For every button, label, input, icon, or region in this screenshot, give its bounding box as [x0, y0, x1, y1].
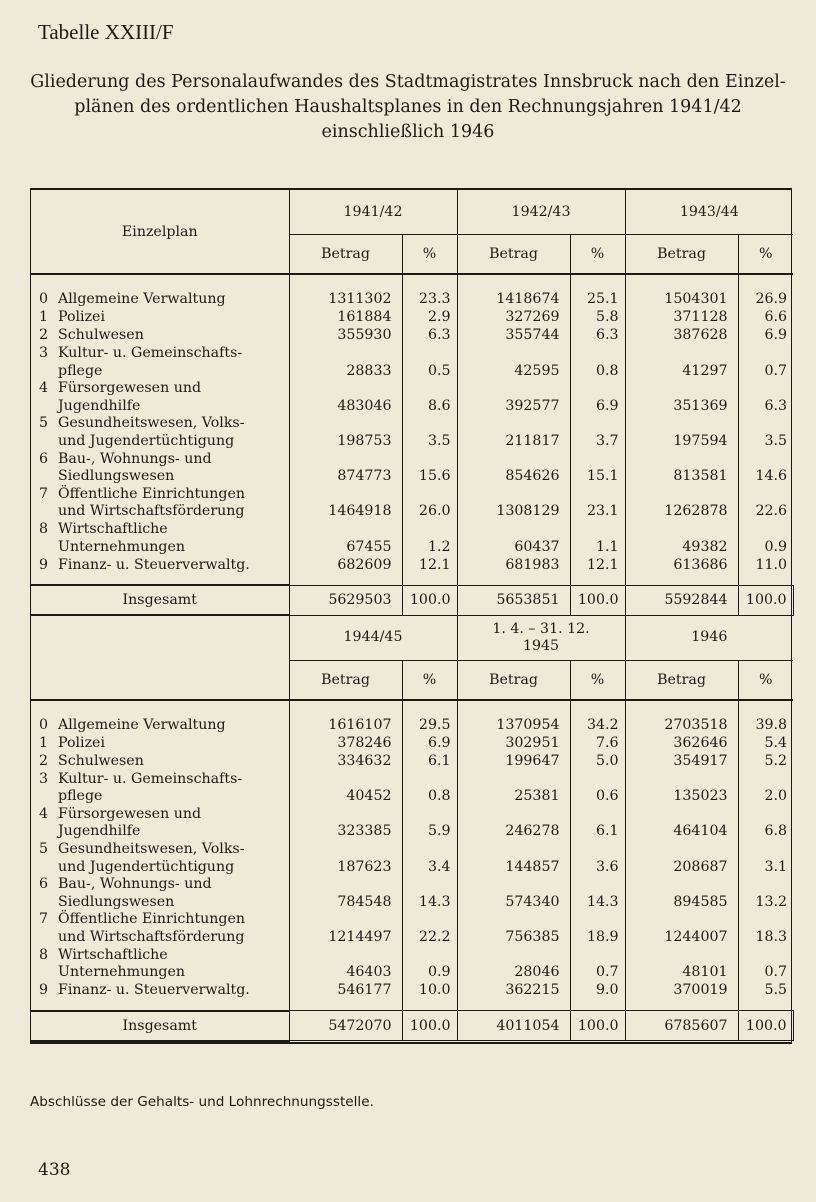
percent-cell: 22.2	[402, 911, 457, 946]
spacer-cell	[625, 274, 738, 291]
spacer-row	[31, 1000, 793, 1011]
row-label-entry	[39, 380, 289, 415]
row-label-entry	[39, 806, 289, 841]
period-header-row	[31, 190, 793, 235]
spacer-cell	[738, 1000, 793, 1011]
plan-name: Öffentliche Einrichtungen und Wirtschaftsförderung	[58, 485, 246, 520]
amount-cell: 813581	[625, 451, 738, 486]
amount-cell: 199647	[457, 753, 570, 771]
row-label	[31, 451, 289, 486]
percent-cell: 0.7	[738, 345, 793, 380]
amount-cell: 370019	[625, 982, 738, 1000]
row-label	[31, 486, 289, 521]
row-label-entry	[39, 415, 289, 450]
plan-name: Kultur- u. Gemeinschafts- pflege	[58, 770, 243, 805]
percent-cell: 3.7	[570, 415, 625, 450]
amount-cell: 362215	[457, 982, 570, 1000]
betrag-header: Betrag	[289, 235, 402, 275]
betrag-header: Betrag	[457, 660, 570, 700]
plan-number: 9	[39, 556, 49, 573]
plan-number: 8	[39, 946, 49, 963]
table-row	[31, 291, 793, 309]
spacer-cell	[457, 700, 570, 717]
table-row	[31, 911, 793, 946]
row-label-entry	[39, 345, 289, 380]
amount-cell: 67455	[289, 521, 402, 556]
row-label-entry	[39, 982, 289, 1000]
amount-cell: 2703518	[625, 717, 738, 735]
percent-cell: 25.1	[570, 291, 625, 309]
spacer-cell	[31, 1000, 289, 1011]
period-header: 1941/42	[289, 190, 457, 235]
percent-cell: 2.9	[402, 309, 457, 327]
plan-name: Fürsorgewesen und Jugendhilfe	[58, 805, 202, 840]
spacer-cell	[570, 700, 625, 717]
amount-cell: 28046	[457, 947, 570, 982]
total-amount: 4011054	[457, 1011, 570, 1041]
table-row	[31, 841, 793, 876]
table-label: Tabelle XXIII/F	[38, 20, 174, 44]
total-percent: 100.0	[402, 585, 457, 615]
percent-cell: 5.8	[570, 309, 625, 327]
row-label	[31, 876, 289, 911]
percent-cell: 23.3	[402, 291, 457, 309]
total-percent: 100.0	[738, 1011, 793, 1041]
table-row	[31, 717, 793, 735]
percent-cell: 3.1	[738, 841, 793, 876]
plan-number: 4	[39, 805, 49, 822]
percent-cell: 26.9	[738, 291, 793, 309]
percent-header: %	[402, 660, 457, 700]
amount-cell: 378246	[289, 735, 402, 753]
row-label	[31, 556, 289, 574]
row-label-entry	[39, 841, 289, 876]
plan-number: 1	[39, 735, 49, 752]
percent-cell: 1.2	[402, 521, 457, 556]
percent-cell: 3.5	[402, 415, 457, 450]
page-number: 438	[38, 1160, 71, 1180]
amount-cell: 1418674	[457, 291, 570, 309]
betrag-header: Betrag	[457, 235, 570, 275]
total-percent: 100.0	[738, 585, 793, 615]
spacer-cell	[289, 574, 402, 585]
period-header: 1943/44	[625, 190, 793, 235]
amount-cell: 1262878	[625, 486, 738, 521]
plan-name: Allgemeine Verwaltung	[58, 717, 226, 734]
einzelplan-header: Einzelplan	[31, 190, 289, 274]
table-row	[31, 771, 793, 806]
row-label	[31, 309, 289, 327]
row-label-entry	[39, 521, 289, 556]
period-header: 1942/43	[457, 190, 625, 235]
spacer-cell	[402, 1000, 457, 1011]
spacer-cell	[738, 574, 793, 585]
percent-cell: 10.0	[402, 982, 457, 1000]
period-header: 1944/45	[289, 615, 457, 660]
spacer-cell	[625, 574, 738, 585]
spacer-cell	[289, 1000, 402, 1011]
plan-number: 8	[39, 520, 49, 537]
percent-cell: 0.8	[570, 345, 625, 380]
plan-name: Allgemeine Verwaltung	[58, 291, 226, 308]
percent-cell: 6.9	[402, 735, 457, 753]
amount-cell: 1616107	[289, 717, 402, 735]
spacer-cell	[570, 1000, 625, 1011]
amount-cell: 49382	[625, 521, 738, 556]
spacer-row	[31, 274, 793, 291]
plan-number: 9	[39, 982, 49, 999]
table-row	[31, 876, 793, 911]
spacer-cell	[625, 700, 738, 717]
amount-cell: 613686	[625, 556, 738, 574]
total-amount: 5629503	[289, 585, 402, 615]
row-label	[31, 345, 289, 380]
percent-cell: 34.2	[570, 717, 625, 735]
percent-cell: 5.5	[738, 982, 793, 1000]
percent-cell: 6.1	[402, 753, 457, 771]
percent-cell: 5.9	[402, 806, 457, 841]
plan-number: 2	[39, 327, 49, 344]
total-percent: 100.0	[570, 585, 625, 615]
plan-name: Bau-, Wohnungs- und Siedlungswesen	[58, 450, 212, 485]
row-label	[31, 806, 289, 841]
plan-name: Finanz- u. Steuerverwaltg.	[58, 982, 250, 999]
total-row	[31, 1011, 793, 1041]
percent-cell: 0.9	[402, 947, 457, 982]
percent-cell: 15.6	[402, 451, 457, 486]
percent-cell: 6.3	[738, 380, 793, 415]
table-row	[31, 806, 793, 841]
amount-cell: 246278	[457, 806, 570, 841]
row-label-entry	[39, 735, 289, 753]
amount-cell: 387628	[625, 327, 738, 345]
plan-number: 7	[39, 911, 49, 928]
percent-cell: 6.8	[738, 806, 793, 841]
spacer-cell	[289, 274, 402, 291]
plan-number: 5	[39, 415, 49, 432]
row-label-entry	[39, 771, 289, 806]
plan-number: 3	[39, 770, 49, 787]
amount-cell: 28833	[289, 345, 402, 380]
total-amount: 6785607	[625, 1011, 738, 1041]
plan-name: Bau-, Wohnungs- und Siedlungswesen	[58, 876, 212, 910]
plan-name: Schulwesen	[58, 753, 144, 770]
spacer-cell	[570, 274, 625, 291]
plan-number: 2	[39, 753, 49, 770]
einzelplan-header	[31, 615, 289, 700]
spacer-cell	[570, 574, 625, 585]
percent-cell: 5.0	[570, 753, 625, 771]
total-label: Insgesamt	[31, 585, 289, 615]
table-row	[31, 947, 793, 982]
amount-cell: 1311302	[289, 291, 402, 309]
percent-header: %	[738, 660, 793, 700]
row-label-entry	[39, 291, 289, 309]
total-amount: 5592844	[625, 585, 738, 615]
spacer-cell	[31, 700, 289, 717]
percent-cell: 2.0	[738, 771, 793, 806]
plan-name: Polizei	[58, 735, 105, 752]
amount-cell: 681983	[457, 556, 570, 574]
row-label	[31, 327, 289, 345]
table-row	[31, 753, 793, 771]
percent-cell: 0.7	[738, 947, 793, 982]
amount-cell: 854626	[457, 451, 570, 486]
percent-cell: 15.1	[570, 451, 625, 486]
percent-cell: 8.6	[402, 380, 457, 415]
row-label-entry	[39, 557, 289, 575]
percent-cell: 0.9	[738, 521, 793, 556]
amount-cell: 41297	[625, 345, 738, 380]
plan-number: 1	[39, 309, 49, 326]
spacer-cell	[402, 574, 457, 585]
total-row	[31, 585, 793, 615]
percent-cell: 14.6	[738, 451, 793, 486]
amount-cell: 392577	[457, 380, 570, 415]
percent-cell: 11.0	[738, 556, 793, 574]
percent-cell: 14.3	[570, 876, 625, 911]
amount-cell: 574340	[457, 876, 570, 911]
percent-cell: 6.9	[570, 380, 625, 415]
row-label	[31, 521, 289, 556]
source-note: Abschlüsse der Gehalts- und Lohnrechnungsstelle.	[30, 1094, 374, 1110]
amount-cell: 1214497	[289, 911, 402, 946]
total-label: Insgesamt	[31, 1011, 289, 1041]
percent-cell: 29.5	[402, 717, 457, 735]
plan-number: 0	[39, 291, 49, 308]
table-row	[31, 451, 793, 486]
percent-header: %	[402, 235, 457, 275]
spacer-cell	[738, 274, 793, 291]
row-label-entry	[39, 753, 289, 771]
betrag-header: Betrag	[289, 660, 402, 700]
plan-name: Wirtschaftliche Unternehmungen	[58, 520, 185, 555]
plan-name: Öffentliche Einrichtungen und Wirtschaftsförderung	[58, 911, 246, 945]
row-label-entry	[39, 309, 289, 327]
amount-cell: 894585	[625, 876, 738, 911]
row-label	[31, 947, 289, 982]
plan-number: 5	[39, 841, 49, 857]
percent-cell: 6.9	[738, 327, 793, 345]
amount-cell: 211817	[457, 415, 570, 450]
title-line: einschließlich 1946	[321, 122, 495, 142]
percent-cell: 12.1	[402, 556, 457, 574]
betrag-header: Betrag	[625, 235, 738, 275]
percent-header: %	[570, 660, 625, 700]
spacer-row	[31, 700, 793, 717]
table-row	[31, 982, 793, 1000]
plan-number: 7	[39, 485, 49, 502]
betrag-header: Betrag	[625, 660, 738, 700]
percent-cell: 6.3	[570, 327, 625, 345]
percent-cell: 9.0	[570, 982, 625, 1000]
percent-cell: 6.3	[402, 327, 457, 345]
spacer-cell	[457, 1000, 570, 1011]
table-row	[31, 380, 793, 415]
plan-number: 3	[39, 345, 49, 361]
row-label	[31, 735, 289, 753]
percent-cell: 6.6	[738, 309, 793, 327]
percent-cell: 18.9	[570, 911, 625, 946]
percent-cell: 7.6	[570, 735, 625, 753]
amount-cell: 362646	[625, 735, 738, 753]
percent-cell: 0.7	[570, 947, 625, 982]
spacer-cell	[31, 574, 289, 585]
percent-cell: 0.8	[402, 771, 457, 806]
plan-name: Kultur- u. Gemeinschafts- pflege	[58, 345, 243, 379]
period-header-row	[31, 615, 793, 660]
amount-cell: 60437	[457, 521, 570, 556]
percent-cell: 5.4	[738, 735, 793, 753]
amount-cell: 208687	[625, 841, 738, 876]
amount-cell: 25381	[457, 771, 570, 806]
spacer-row	[31, 574, 793, 585]
staff-expense-table	[30, 188, 792, 1044]
amount-cell: 48101	[625, 947, 738, 982]
percent-header: %	[738, 235, 793, 275]
percent-cell: 3.4	[402, 841, 457, 876]
spacer-cell	[31, 274, 289, 291]
amount-cell: 323385	[289, 806, 402, 841]
row-label-entry	[39, 327, 289, 345]
table-body	[31, 190, 793, 1041]
table-row	[31, 345, 793, 380]
table-row	[31, 415, 793, 450]
plan-number: 6	[39, 450, 49, 467]
percent-header: %	[570, 235, 625, 275]
plan-name: Gesundheitswesen, Volks- und Jugendertüchtigung	[58, 841, 245, 875]
amount-cell: 1464918	[289, 486, 402, 521]
amount-cell: 40452	[289, 771, 402, 806]
amount-cell: 784548	[289, 876, 402, 911]
spacer-cell	[402, 700, 457, 717]
amount-cell: 302951	[457, 735, 570, 753]
amount-cell: 197594	[625, 415, 738, 450]
row-label-entry	[39, 947, 289, 982]
row-label	[31, 982, 289, 1000]
amount-cell: 464104	[625, 806, 738, 841]
amount-cell: 874773	[289, 451, 402, 486]
row-label	[31, 841, 289, 876]
amount-cell: 483046	[289, 380, 402, 415]
table-row	[31, 486, 793, 521]
spacer-cell	[289, 700, 402, 717]
percent-cell: 0.5	[402, 345, 457, 380]
amount-cell: 354917	[625, 753, 738, 771]
percent-cell: 26.0	[402, 486, 457, 521]
percent-cell: 39.8	[738, 717, 793, 735]
row-label-entry	[39, 876, 289, 911]
plan-number: 4	[39, 380, 49, 397]
percent-cell: 23.1	[570, 486, 625, 521]
amount-cell: 327269	[457, 309, 570, 327]
percent-cell: 3.6	[570, 841, 625, 876]
row-label-entry	[39, 486, 289, 521]
amount-cell: 144857	[457, 841, 570, 876]
plan-name: Finanz- u. Steuerverwaltg.	[58, 556, 250, 573]
amount-cell: 42595	[457, 345, 570, 380]
amount-cell: 198753	[289, 415, 402, 450]
table-row	[31, 327, 793, 345]
spacer-cell	[457, 574, 570, 585]
amount-cell: 355744	[457, 327, 570, 345]
row-label	[31, 380, 289, 415]
plan-name: Wirtschaftliche Unternehmungen	[58, 946, 185, 981]
total-percent: 100.0	[570, 1011, 625, 1041]
percent-cell: 14.3	[402, 876, 457, 911]
amount-cell: 351369	[625, 380, 738, 415]
row-label	[31, 911, 289, 946]
row-label	[31, 771, 289, 806]
plan-number: 6	[39, 876, 49, 893]
percent-cell: 1.1	[570, 521, 625, 556]
amount-cell: 334632	[289, 753, 402, 771]
total-amount: 5472070	[289, 1011, 402, 1041]
amount-cell: 371128	[625, 309, 738, 327]
amount-cell: 1308129	[457, 486, 570, 521]
total-amount: 5653851	[457, 585, 570, 615]
amount-cell: 1504301	[625, 291, 738, 309]
percent-cell: 3.5	[738, 415, 793, 450]
row-label-entry	[39, 717, 289, 735]
total-percent: 100.0	[402, 1011, 457, 1041]
amount-cell: 682609	[289, 556, 402, 574]
table-row	[31, 309, 793, 327]
amount-cell: 187623	[289, 841, 402, 876]
row-label	[31, 291, 289, 309]
spacer-cell	[402, 274, 457, 291]
plan-number: 0	[39, 717, 49, 734]
row-label-entry	[39, 451, 289, 486]
amount-cell: 756385	[457, 911, 570, 946]
table-row	[31, 521, 793, 556]
percent-cell: 0.6	[570, 771, 625, 806]
row-label-entry	[39, 911, 289, 946]
row-label	[31, 717, 289, 735]
spacer-cell	[625, 1000, 738, 1011]
amount-cell: 161884	[289, 309, 402, 327]
period-header: 1946	[625, 615, 793, 660]
row-label	[31, 753, 289, 771]
title-line: plänen des ordentlichen Haushaltsplanes in den Rechnungsjahren 1941/42	[74, 97, 742, 117]
period-header: 1. 4. – 31. 12. 1945	[457, 615, 625, 660]
plan-name: Fürsorgewesen und Jugendhilfe	[58, 380, 202, 414]
plan-name: Gesundheitswesen, Volks- und Jugendertüchtigung	[58, 415, 245, 449]
table-row	[31, 735, 793, 753]
table-title	[30, 70, 786, 145]
percent-cell: 18.3	[738, 911, 793, 946]
amount-cell: 355930	[289, 327, 402, 345]
spacer-cell	[738, 700, 793, 717]
amount-cell: 1244007	[625, 911, 738, 946]
percent-cell: 12.1	[570, 556, 625, 574]
percent-cell: 6.1	[570, 806, 625, 841]
amount-cell: 135023	[625, 771, 738, 806]
percent-cell: 13.2	[738, 876, 793, 911]
plan-name: Polizei	[58, 309, 105, 326]
percent-cell: 22.6	[738, 486, 793, 521]
title-line: Gliederung des Personalaufwandes des Stadtmagistrates Innsbruck nach den Einzel-	[30, 72, 786, 92]
plan-name: Schulwesen	[58, 327, 144, 344]
amount-cell: 46403	[289, 947, 402, 982]
amount-cell: 1370954	[457, 717, 570, 735]
table-row	[31, 556, 793, 574]
spacer-cell	[457, 274, 570, 291]
row-label	[31, 415, 289, 450]
percent-cell: 5.2	[738, 753, 793, 771]
amount-cell: 546177	[289, 982, 402, 1000]
